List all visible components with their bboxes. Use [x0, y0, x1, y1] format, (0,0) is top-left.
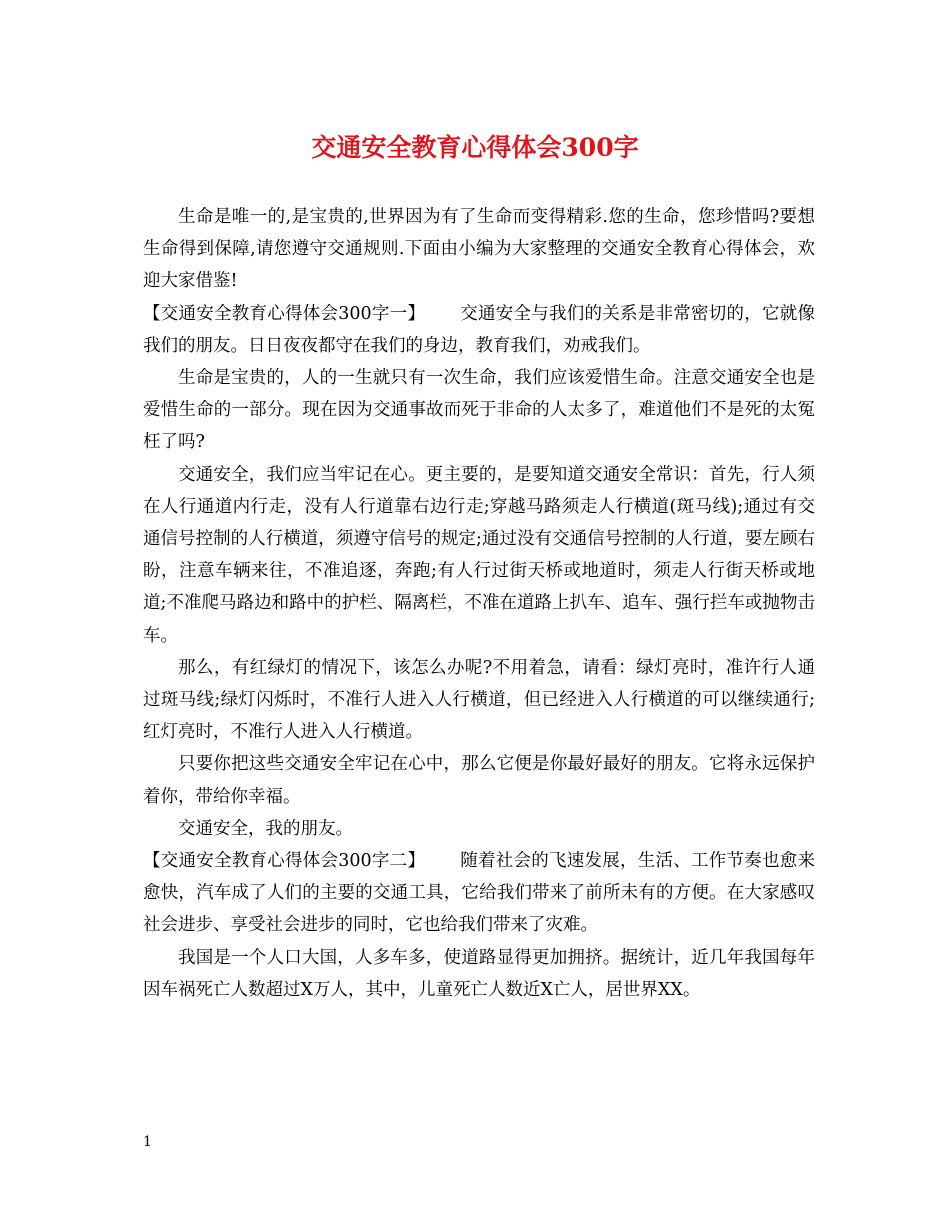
paragraph-text: 交通安全，我的朋友。: [178, 818, 353, 839]
paragraph-statistics: [143, 942, 815, 1006]
section-heading: 【交通安全教育心得体会300字一】: [143, 303, 426, 324]
page-number: 1: [143, 1134, 152, 1150]
document-body: [143, 201, 815, 1006]
page-title: 交通安全教育心得体会300字: [311, 133, 639, 162]
paragraph-my-friend: [143, 813, 815, 845]
paragraph-text: 只要你把这些交通安全牢记在心中，那么它便是你最好最好的朋友。它将永远保护着你，带给你幸福。: [143, 754, 815, 807]
paragraph-text: 生命是宝贵的，人的一生就只有一次生命，我们应该爱惜生命。注意交通安全也是爱惜生命的一部分。现在因为交通事故而死于非命的人太多了，难道他们不是死的太冤枉了吗?: [143, 368, 815, 453]
paragraph-section-one: [143, 298, 815, 362]
paragraph-intro: [143, 201, 815, 298]
paragraph-traffic-lights: [143, 652, 815, 749]
paragraph-text: 随着社会的飞速发展，生活、工作节奏也愈来愈快，汽车成了人们的主要的交通工具，它给我们带来了前所未有的方便。在大家感叹社会进步、享受社会进步的同时，它也给我们带来了灾难。: [143, 851, 816, 936]
paragraph-text: 那么，有红绿灯的情况下，该怎么办呢?不用着急，请看：绿灯亮时，准许行人通过斑马线;绿灯闪烁时，不准行人进入人行横道，但已经进入人行横道的可以继续通行;红灯亮时，不准行人进入人行横道。: [143, 657, 815, 743]
paragraph-text: 我国是一个人口大国，人多车多，使道路显得更加拥挤。据统计，近几年我国每年因车祸死亡人数超过X万人，其中，儿童死亡人数近X亡人，居世界XX。: [143, 947, 815, 1000]
paragraph-safety-rules: [143, 459, 815, 652]
paragraph-best-friend: [143, 748, 815, 812]
paragraph-text: 交通安全，我们应当牢记在心。更主要的，是要知道交通安全常识：首先，行人须在人行通道内行走，没有人行道靠右边行走;穿越马路须走人行横道(斑马线);通过有交通信号控制的人行横道，须遵守信号的规定;通过没有交通信号控制的人行道，要左顾右盼，注意车辆来往，不准追逐，奔跑;有人行过街天桥或地道时，须走人行街天桥或地道;不准爬马路边和路中的护栏、隔离栏，不准在道路上扒车、追车、强行拦车或抛物击车。: [143, 464, 815, 646]
paragraph-section-two: [143, 845, 815, 942]
paragraph-life-precious: [143, 362, 815, 459]
paragraph-text: 生命是唯一的,是宝贵的,世界因为有了生命而变得精彩.您的生命，您珍惜吗?要想生命得到保障,请您遵守交通规则.下面由小编为大家整理的交通安全教育心得体会，欢迎大家借鉴!: [143, 207, 815, 292]
section-heading: 【交通安全教育心得体会300字二】: [143, 851, 426, 872]
paragraph-text: 交通安全与我们的关系是非常密切的，它就像我们的朋友。日日夜夜都守在我们的身边，教育我们，劝戒我们。: [143, 303, 816, 356]
